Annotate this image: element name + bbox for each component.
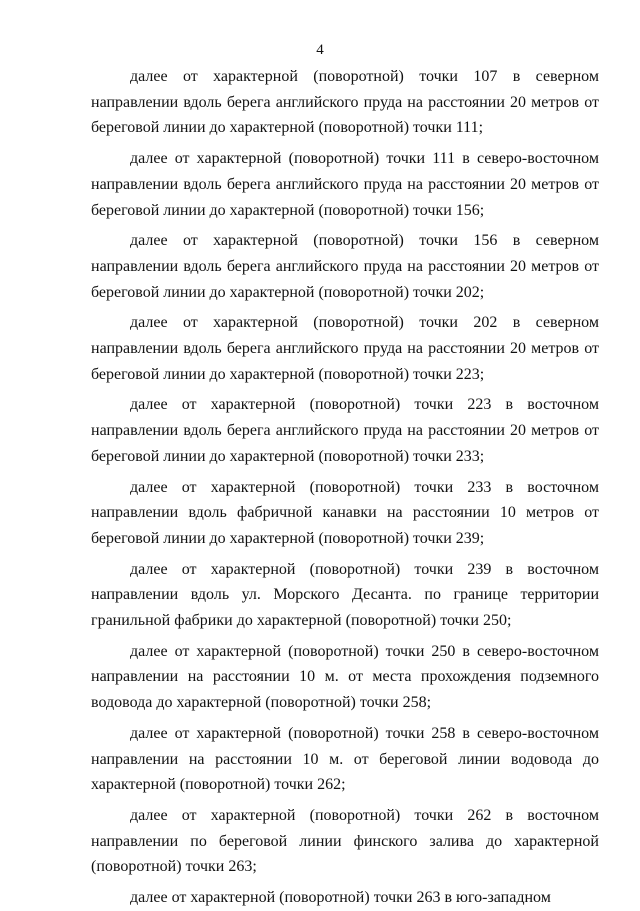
paragraph: далее от характерной (поворотной) точки 111 в северо-восточном направлении вдоль берега английского пруда на расстоянии 20 метров от береговой линии до характерной (поворотной) точки 156; — [91, 150, 599, 219]
paragraph: далее от характерной (поворотной) точки 107 в северном направлении вдоль берега английского пруда на расстоянии 20 метров от береговой линии до характерной (поворотной) точки 111; — [91, 68, 599, 137]
paragraph: далее от характерной (поворотной) точки 223 в восточном направлении вдоль берега английского пруда на расстоянии 20 метров от береговой линии до характерной (поворотной) точки 233; — [91, 396, 599, 465]
paragraph: далее от характерной (поворотной) точки 258 в северо-восточном направлении на расстоянии 10 м. от береговой линии водовода до характерной (поворотной) точки 262; — [91, 724, 599, 794]
paragraph: далее от характерной (поворотной) точки 263 в юго-западном — [130, 889, 551, 907]
paragraph: далее от характерной (поворотной) точки 202 в северном направлении вдоль берега английского пруда на расстоянии 20 метров от береговой линии до характерной (поворотной) точки 223; — [91, 314, 599, 383]
document-body — [91, 64, 599, 911]
page-number: 4 — [316, 42, 324, 58]
paragraph: далее от характерной (поворотной) точки 250 в северо-восточном направлении на расстоянии 10 м. от места прохождения подземного водовода до характерной (поворотной) точки 258; — [91, 642, 599, 712]
paragraph: далее от характерной (поворотной) точки 262 в восточном направлении по береговой линии финского залива до характерной (поворотной) точки 263; — [91, 806, 599, 876]
paragraph: далее от характерной (поворотной) точки 239 в восточном направлении вдоль ул. Морского Десанта. по границе территории гранильной фабрики до характерной (поворотной) точки 250; — [91, 560, 599, 630]
paragraph: далее от характерной (поворотной) точки 233 в восточном направлении вдоль фабричной канавки на расстоянии 10 метров от береговой линии до характерной (поворотной) точки 239; — [91, 478, 599, 547]
paragraph: далее от характерной (поворотной) точки 156 в северном направлении вдоль берега английского пруда на расстоянии 20 метров от береговой линии до характерной (поворотной) точки 202; — [91, 232, 599, 301]
